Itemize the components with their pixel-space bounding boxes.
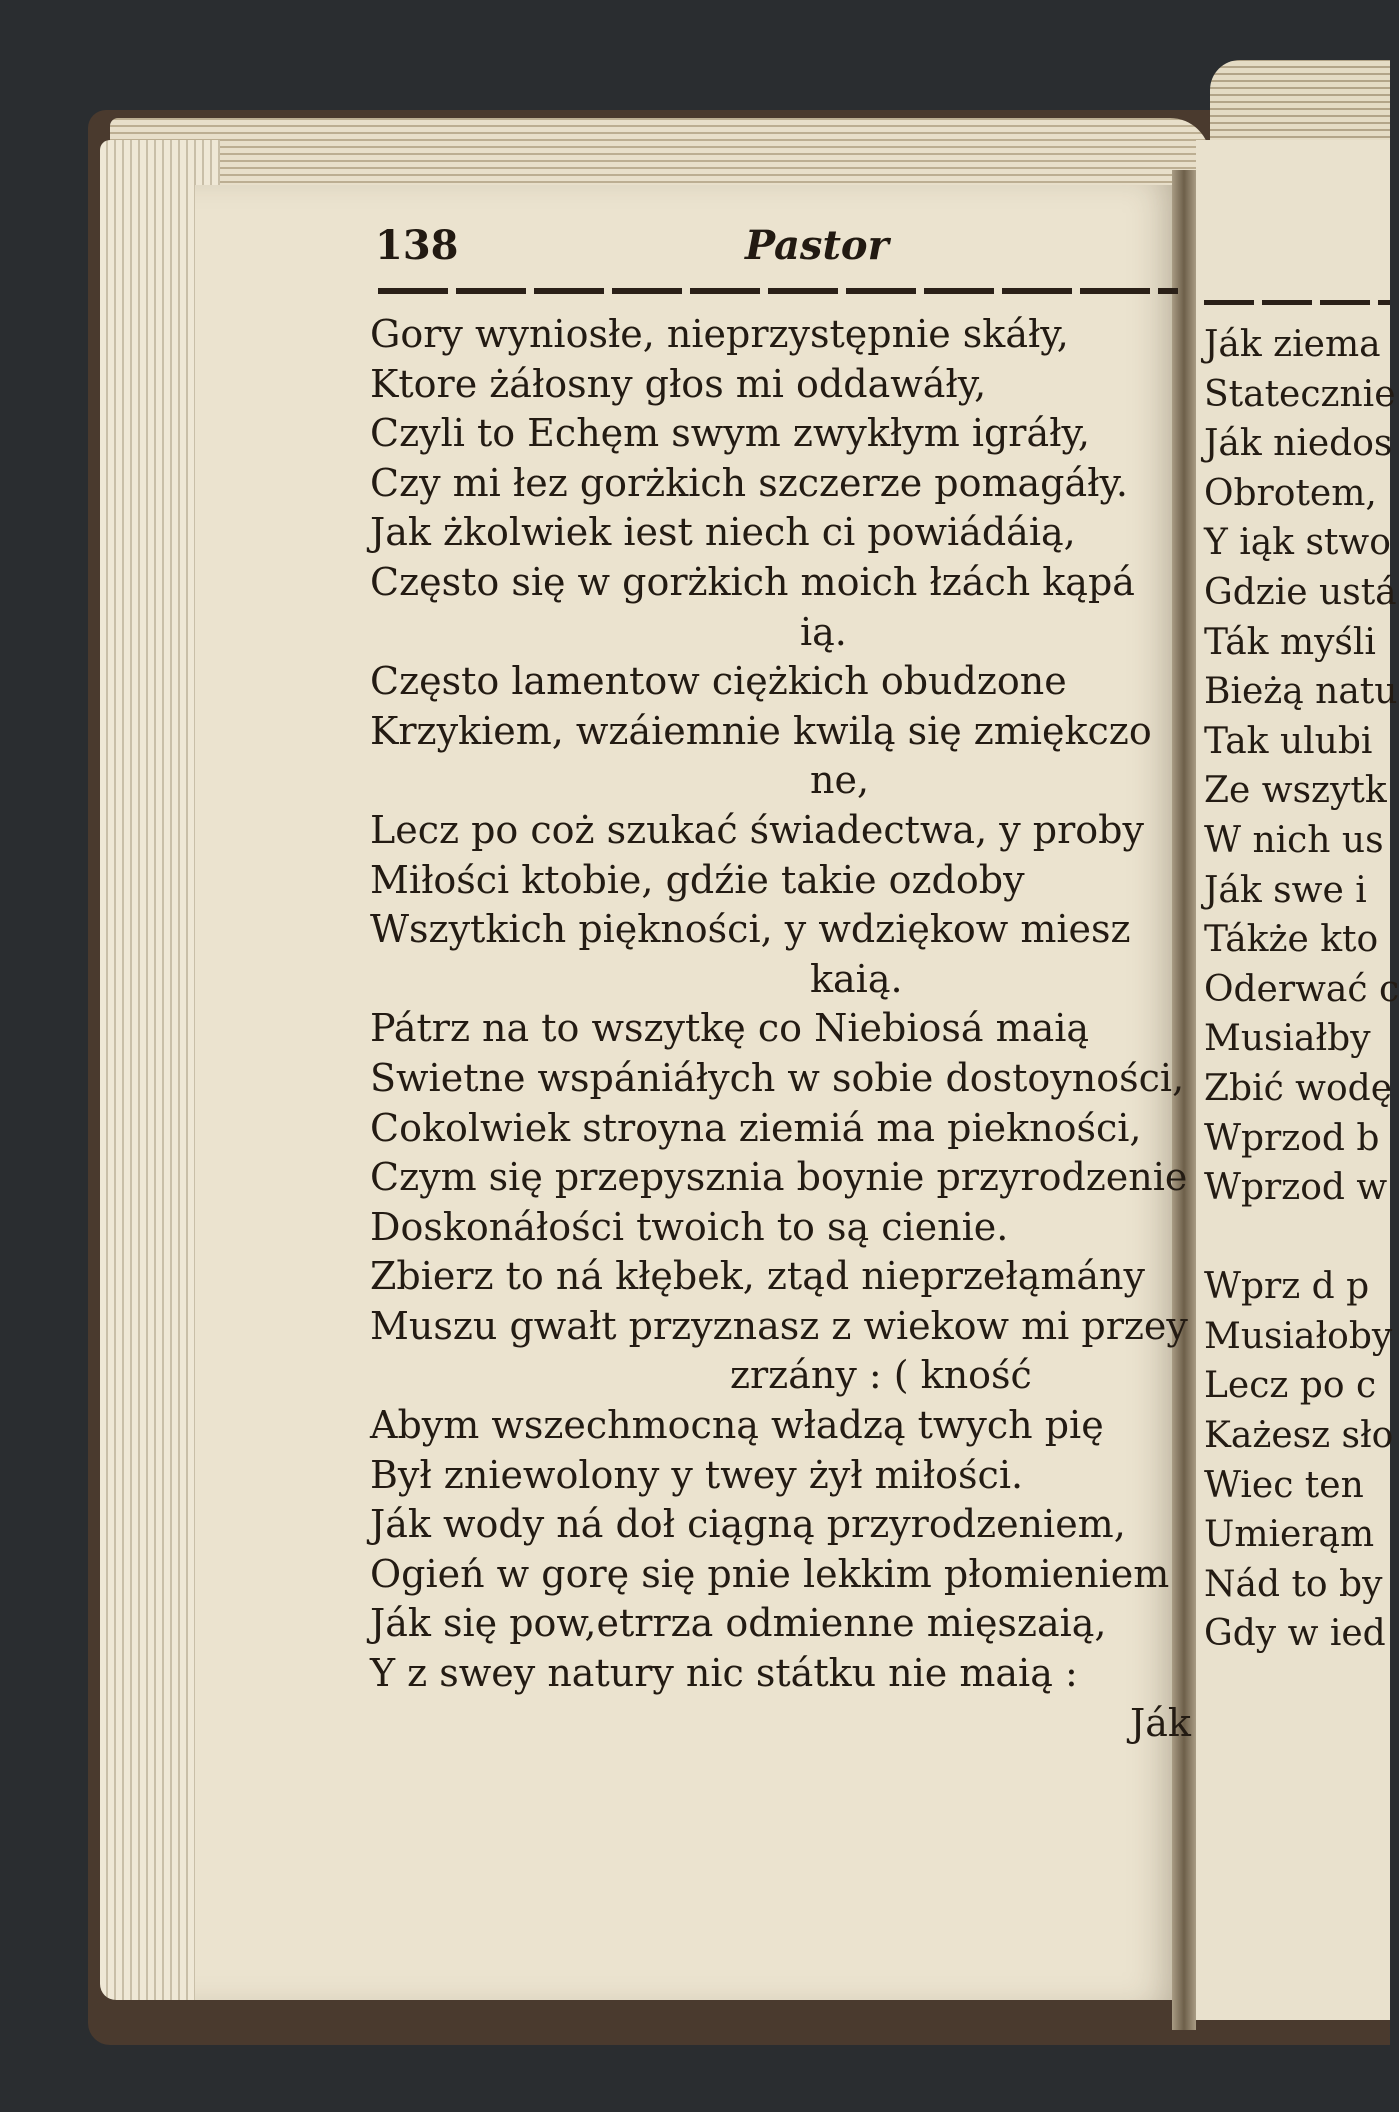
page-number: 138 — [375, 222, 459, 269]
poem-line: Ják wody ná doł ciągną przyrodzeniem, — [370, 1502, 1126, 1547]
header-rule-right — [1204, 300, 1390, 305]
poem-line: Gory wyniosłe, nieprzystępnie skáły, — [370, 312, 1069, 356]
poem-line: Ktore żáłosny głos mi oddawáły, — [370, 361, 987, 406]
page-header — [375, 222, 1155, 272]
poem-line: Ják niedos — [1204, 423, 1393, 465]
poem-line: Wiec ten — [1204, 1464, 1364, 1506]
poem-line: Cokolwiek stroyna ziemiá ma piekności, — [370, 1105, 1142, 1150]
poem-line: Wprz d p — [1204, 1266, 1370, 1308]
header-rule — [378, 288, 1178, 294]
poem-line: Często lamentow ciężkich obudzone — [370, 659, 1067, 704]
poem-line: Czy mi łez gorżkich szczerze pomagáły. — [370, 460, 1128, 505]
poem-line: Miłości ktobie, gdźie takie ozdoby — [370, 857, 1025, 902]
poem-line-continuation: kaią. — [810, 956, 903, 1001]
poem-line: Często się w gorżkich moich łzách kąpá — [370, 559, 1135, 604]
poem-line: Swietne wspániáłych w sobie dostoyności, — [370, 1055, 1185, 1100]
poem-line: Ták myśli — [1204, 621, 1376, 663]
page-top-edges — [110, 118, 1210, 188]
poem-line: Ják ziema — [1204, 324, 1381, 365]
catchword: Ják — [1130, 1700, 1191, 1745]
poem-line: Pátrz na to wszytkę co Niebiosá maią — [370, 1006, 1090, 1051]
poem-line: Ják się pow,etrrza odmienne mięszaią, — [370, 1601, 1107, 1646]
poem-line: Gdzie ustá — [1204, 571, 1397, 613]
poem-line: Ze wszytk — [1204, 770, 1387, 812]
poem-line: Był zniewolony y twey żył miłości. — [370, 1452, 1024, 1497]
poem-line-continuation: zrzány : ( kność — [730, 1353, 1032, 1398]
poem-line: Ogień w gorę się pnie lekkim płomieniem — [370, 1551, 1170, 1596]
poem-line: Zbić wodę — [1204, 1067, 1393, 1109]
poem-line-continuation: ne, — [810, 758, 870, 803]
poem-line: Wprzod w — [1204, 1167, 1388, 1209]
poem-line: Musiałoby — [1204, 1315, 1393, 1357]
poem-line: Zbierz to ná kłębek, ztąd nieprzełąmány — [370, 1254, 1145, 1299]
poem-line: Bieżą natu — [1204, 671, 1398, 713]
poem-line: Gdy w ied — [1204, 1613, 1386, 1655]
poem-line: Czym się przepysznia boynie przyrodzenie — [370, 1155, 1188, 1200]
poem-line: Krzykiem, wzáiemnie kwilą się zmiękczo — [370, 708, 1152, 753]
poem-line: Obrotem, — [1204, 472, 1377, 514]
poem-line: W nich us — [1204, 819, 1384, 861]
poem-line-continuation: ią. — [800, 609, 847, 654]
poem-line: Wprzod b — [1204, 1117, 1380, 1159]
poem-line: Tákże kto — [1204, 919, 1379, 961]
poem-line: Lecz po coż szukać świadectwa, y proby — [370, 807, 1144, 852]
poem-line: Jak żkolwiek iest niech ci powiádáią, — [370, 510, 1076, 555]
poem-line-blank — [1204, 1213, 1394, 1263]
poem-line: Doskonáłości twoich to są cienie. — [370, 1204, 1009, 1249]
page-top-edges-right — [1210, 60, 1390, 150]
poem-line: Każesz sło — [1204, 1415, 1394, 1457]
poem-line: Nád to by — [1204, 1563, 1383, 1605]
poem-line: Czyli to Echęm swym zwykłym igráły, — [370, 411, 1090, 456]
poem-line: Wszytkich piękności, y wdziękow miesz — [370, 907, 1131, 952]
running-title: Pastor — [745, 222, 889, 269]
poem-line: Muszu gwałt przyznasz z wiekow mi przey — [370, 1303, 1188, 1348]
poem-line: Ják swe i — [1204, 869, 1367, 911]
poem-line: Umierąm — [1204, 1514, 1375, 1556]
poem-line: Y z swey natury nic státku nie maią : — [370, 1651, 1078, 1696]
poem-text-right — [1204, 320, 1399, 1659]
poem-line: Musiałby — [1204, 1018, 1371, 1060]
poem-line: Oderwać c — [1204, 968, 1399, 1010]
poem-line: Statecznie — [1204, 373, 1396, 415]
poem-line: Y iąk stwo — [1204, 522, 1391, 564]
poem-text-left — [370, 310, 1191, 1748]
poem-line: Tak ulubi — [1204, 720, 1373, 762]
poem-line: Lecz po c — [1204, 1365, 1377, 1407]
poem-line: Abym wszechmocną władzą twych pię — [370, 1403, 1104, 1448]
